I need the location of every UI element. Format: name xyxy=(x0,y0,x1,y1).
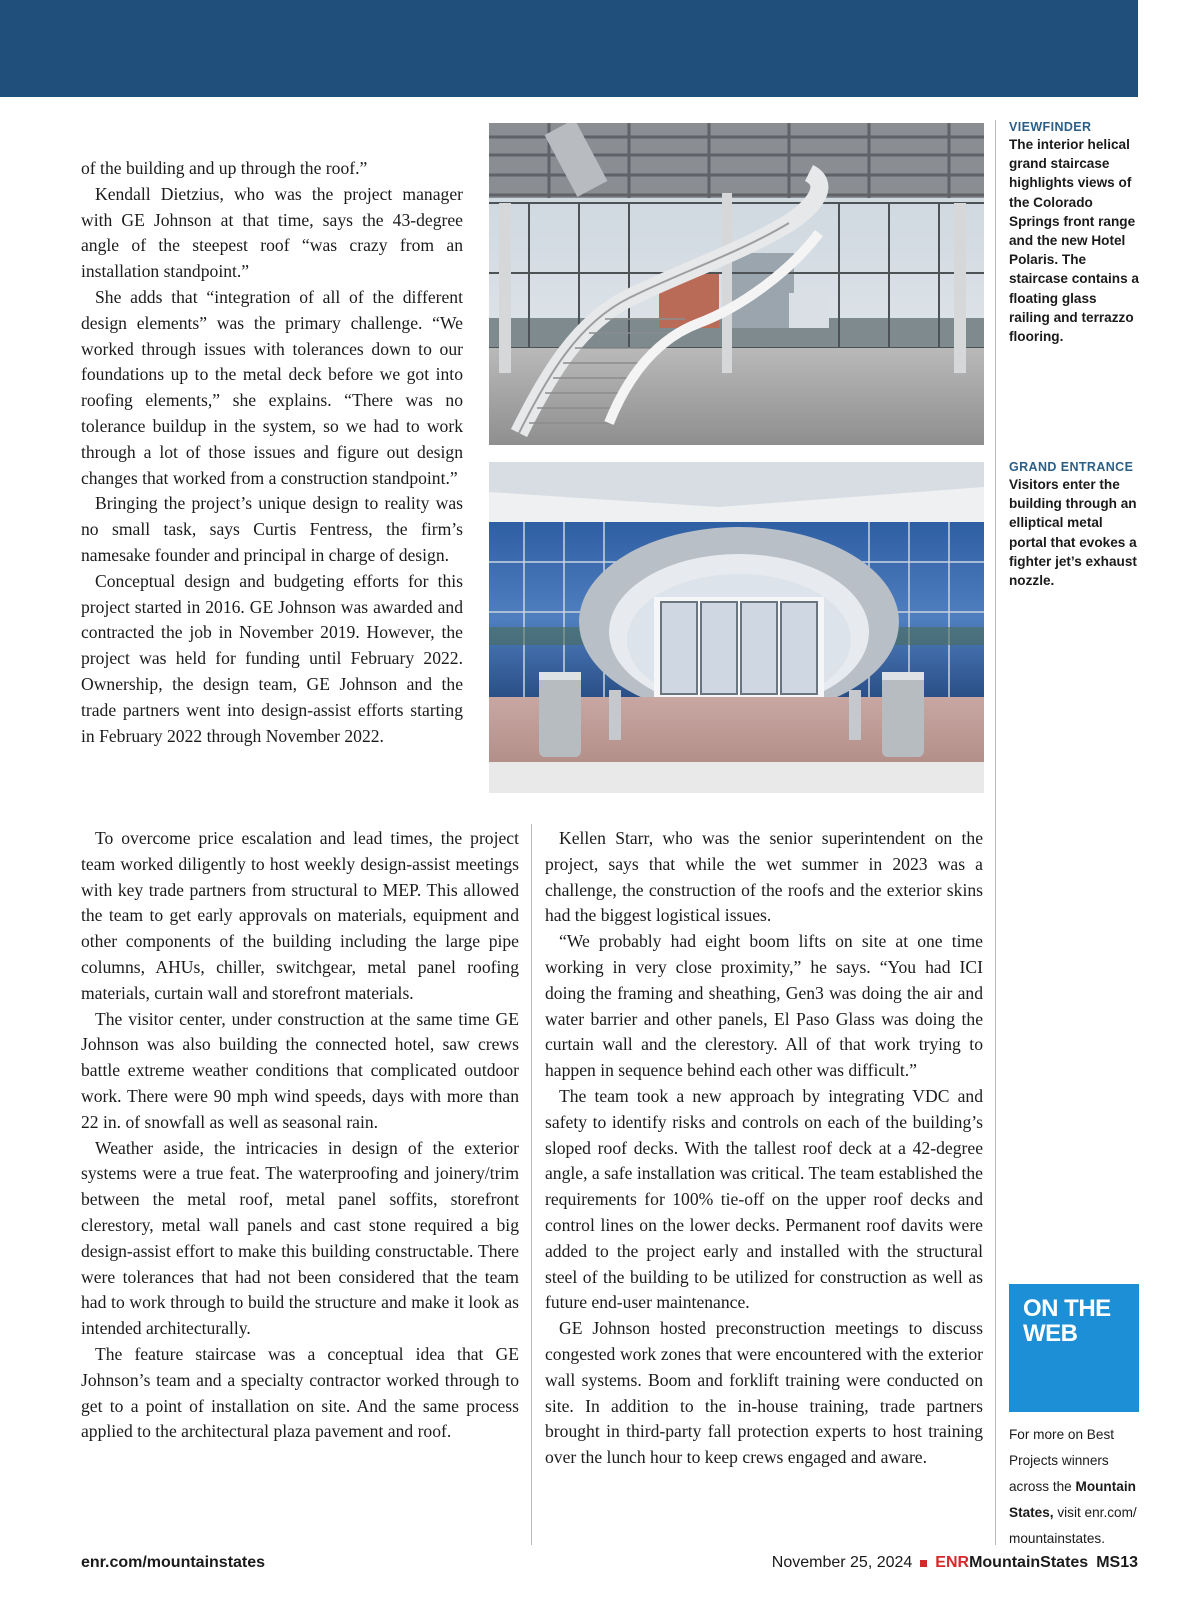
caption-kicker: VIEWFINDER xyxy=(1009,120,1092,134)
paragraph: The visitor center, under construction at the same time GE Johnson was also building the connected hotel, saw crews battle extreme weather conditions that complicated outdoor work. There were 90 mph wind speeds, days with more than 22 in. of snowfall as well as seasonal rain. xyxy=(81,1008,519,1132)
web-note-prefix: For more on Best Projects winners across the xyxy=(1009,1427,1115,1494)
footer-folio xyxy=(772,1554,1138,1572)
photo-caption-viewfinder xyxy=(1009,119,1139,346)
footer-brand-name: MountainStates xyxy=(969,1554,1089,1571)
on-the-web-title xyxy=(1023,1296,1125,1346)
footer-page-number: MS13 xyxy=(1096,1554,1138,1571)
square-bullet-icon xyxy=(920,1560,927,1567)
on-the-web-title-line: ON THE xyxy=(1023,1295,1111,1322)
on-the-web-note xyxy=(1009,1422,1141,1552)
sidebar-divider xyxy=(995,120,996,1545)
paragraph: To overcome price escalation and lead times, the project team worked diligently to host weekly design-assist meetings with key trade partners from structural to MEP. This allowed the team to get early approvals on materials, equipment and other components of the building including the large pipe columns, AHUs, chiller, switchgear, metal panel roofing materials, curtain wall and storefront materials. xyxy=(81,828,519,1003)
paragraph: She adds that “integration of all of the different design elements” was the primary challenge. “We worked through issues with tolerances down to our foundations up to the metal deck before we got into roofing elements,” she explains. “There was no tolerance buildup in the system, so we had to work through a lot of those issues and figure out design changes that worked from a construction standpoint.” xyxy=(81,286,463,488)
article-column-left-bottom xyxy=(81,826,519,1445)
on-the-web-title-line: WEB xyxy=(1023,1320,1078,1347)
staircase-illustration xyxy=(489,123,984,445)
caption-kicker: GRAND ENTRANCE xyxy=(1009,460,1134,474)
column-divider xyxy=(531,824,532,1545)
paragraph: of the building and up through the roof.” xyxy=(81,158,368,178)
paragraph: Kendall Dietzius, who was the project manager with GE Johnson at that time, says the 43-degree angle of the steepest roof “was crazy from an installation standpoint.” xyxy=(81,183,463,282)
footer-url[interactable]: enr.com/mountainstates xyxy=(81,1554,266,1571)
caption-text: Visitors enter the building through an elliptical metal portal that evokes a fighter jet’s exhaust nozzle. xyxy=(1009,477,1137,589)
web-note-region: Mountain States, xyxy=(1009,1479,1136,1520)
staircase-photo xyxy=(489,123,984,445)
paragraph: Conceptual design and budgeting efforts for this project started in 2016. GE Johnson was awarded and contracted the job in November 2019. However, the project was held for funding until February 2022. Ownership, the design team, GE Johnson and the trade partners went into design-assist efforts starting in February 2022 through November 2022. xyxy=(81,570,463,746)
caption-text: The interior helical grand staircase highlights views of the Colorado Springs front range and the new Hotel Polaris. The staircase contains a floating glass railing and terrazzo flooring. xyxy=(1009,137,1139,345)
article-column-right-bottom xyxy=(545,826,983,1471)
article-column-left-top xyxy=(81,156,463,749)
footer-brand-enr: ENR xyxy=(935,1554,970,1571)
paragraph: “We probably had eight boom lifts on site at one time working in very close proximity,” he says. “You had ICI doing the framing and sheathing, Gen3 was doing the air and water barrier and other panels, El Paso Glass was doing the curtain wall and the clerestory. All of that work trying to happen in sequence behind each other was difficult.” xyxy=(545,931,983,1081)
web-note-link[interactable]: visit enr.com/ mountainstates. xyxy=(1009,1505,1137,1546)
photo-caption-grand-entrance xyxy=(1009,459,1139,590)
paragraph: GE Johnson hosted preconstruction meetings to discuss congested work zones that were encountered with the exterior wall systems. Boom and forklift training were conducted on site. In addition to the in-house training, trade partners brought in third-party fall protection experts to host training over the lunch hour to keep crews engaged and aware. xyxy=(545,1318,983,1468)
paragraph: The feature staircase was a conceptual idea that GE Johnson’s team and a specialty contractor worked through to get to a point of installation on site. And the same process applied to the architectural plaza pavement and roof. xyxy=(81,1343,519,1442)
footer-date: November 25, 2024 xyxy=(771,1554,913,1571)
footer-publication xyxy=(935,1554,1088,1572)
entrance-photo xyxy=(489,462,984,793)
paragraph: Bringing the project’s unique design to reality was no small task, says Curtis Fentress, the firm’s namesake founder and principal in charge of design. xyxy=(81,493,463,565)
entrance-illustration xyxy=(489,462,984,793)
paragraph: Kellen Starr, who was the senior superintendent on the project, says that while the wet summer in 2023 was a challenge, the construction of the roofs and the exterior skins had the biggest logistical issues. xyxy=(545,828,983,926)
on-the-web-box xyxy=(1009,1284,1139,1412)
paragraph: Weather aside, the intricacies in design of the exterior systems were a true feat. The waterproofing and joinery/trim between the metal roof, metal panel soffits, storefront clerestory, metal wall panels and cast stone required a big design-assist effort to make this building constructable. There were tolerances that had not been considered that the team had to work through to build the structure and make it look as intended architecturally. xyxy=(81,1137,519,1339)
paragraph: The team took a new approach by integrating VDC and safety to identify risks and controls on each of the building’s sloped roof decks. With the tallest roof deck at a 42-degree angle, a safe installation was critical. The team established the requirements for 100% tie-off on the upper roof decks and control lines on the lower decks. Permanent roof davits were added to the project early and installed with the structural steel of the building to be utilized for construction as well as future end-user maintenance. xyxy=(545,1085,983,1313)
top-color-band xyxy=(0,0,1138,97)
